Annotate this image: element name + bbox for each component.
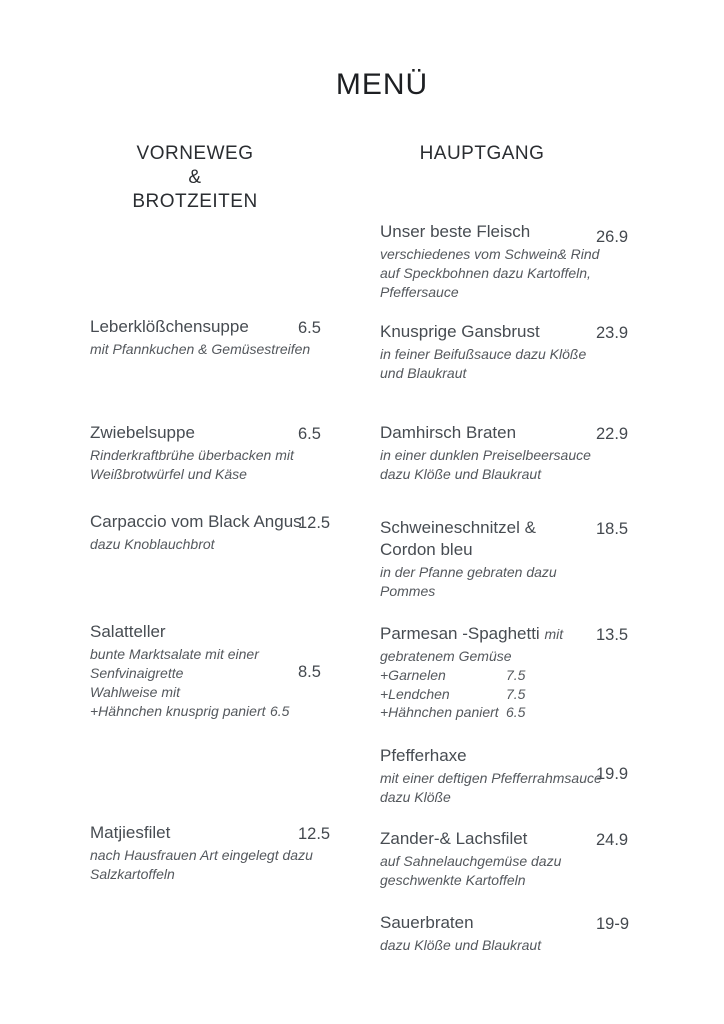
addon-row	[380, 666, 635, 685]
menu-title: MENÜ	[335, 68, 429, 101]
addon-row	[380, 703, 635, 722]
description-line: dazu Klöße	[380, 789, 451, 805]
description-line: geschwenkte Kartoffeln	[380, 872, 526, 888]
dish-description	[380, 563, 605, 601]
description-line: auf Speckbohnen dazu Kartoffeln,	[380, 265, 591, 281]
description-line: Salzkartoffeln	[90, 866, 175, 882]
menu-item-zwiebelsuppe	[90, 422, 340, 484]
dish-description	[380, 345, 605, 383]
addon-label: +Hähnchen paniert	[380, 704, 499, 720]
addon-label: +Hähnchen knusprig paniert	[90, 703, 266, 719]
description-line: mit Pfannkuchen & Gemüsestreifen	[90, 341, 311, 357]
dish-name: Zander-& Lachsfilet	[380, 829, 528, 848]
dish-name-text: Parmesan -Spaghetti	[380, 624, 540, 643]
dish-description	[90, 446, 315, 484]
dish-description	[380, 245, 605, 302]
dish-description	[380, 647, 605, 666]
dish-name: Unser beste Fleisch	[380, 222, 531, 241]
dish-price: 24.9	[596, 831, 629, 849]
dish-description	[90, 535, 315, 554]
dish-name: Zwiebelsuppe	[90, 423, 195, 442]
right-column-heading: HAUPTGANG	[419, 143, 545, 164]
addon-row	[380, 685, 635, 704]
dish-price: 26.9	[596, 228, 629, 246]
addon-price: 7.5	[506, 685, 526, 702]
dish-name	[380, 517, 595, 561]
dish-name-line-2: Cordon bleu	[380, 540, 473, 559]
dish-price: 22.9	[596, 425, 629, 443]
menu-item-unser-beste-fleisch	[380, 221, 635, 302]
dish-name-suffix: mit	[544, 626, 564, 642]
dish-description	[90, 645, 315, 702]
dish-price: 6.5	[298, 319, 321, 337]
dish-description	[380, 769, 605, 807]
dish-price: 12.5	[298, 825, 331, 843]
dish-price: 23.9	[596, 324, 629, 342]
addon-price: 7.5	[506, 667, 526, 683]
dish-price: 12.5	[298, 514, 331, 532]
description-line: in feiner Beifußsauce dazu Klöße	[380, 346, 587, 362]
menu-item-carpaccio	[90, 511, 340, 554]
dish-description	[380, 446, 605, 484]
dish-name: Damhirsch Braten	[380, 423, 517, 442]
menu-item-schweineschnitzel-cordon-bleu	[380, 517, 635, 601]
dish-name: Sauerbraten	[380, 913, 474, 932]
description-line: verschiedenes vom Schwein& Rind	[380, 246, 600, 262]
dish-name-line-1: Schweineschnitzel &	[380, 518, 536, 537]
menu-item-leberkloesschensuppe	[90, 316, 340, 359]
description-line: bunte Marktsalate mit einer	[90, 646, 259, 662]
addon-price: 6.5	[270, 703, 290, 719]
menu-item-parmesan-spaghetti	[380, 623, 635, 722]
description-line: dazu Knoblauchbrot	[90, 536, 215, 552]
description-line: Pommes	[380, 583, 436, 599]
dish-name: Pfefferhaxe	[380, 746, 467, 765]
dish-name: Salatteller	[90, 622, 166, 641]
description-line: in der Pfanne gebraten dazu	[380, 564, 557, 580]
menu-item-sauerbraten	[380, 912, 635, 955]
dish-name: Knusprige Gansbrust	[380, 322, 540, 341]
addon-label: +Garnelen	[380, 667, 446, 683]
dish-price: 18.5	[596, 520, 629, 538]
description-line: in einer dunklen Preiselbeersauce	[380, 447, 591, 463]
menu-item-damhirsch-braten	[380, 422, 635, 484]
dish-price: 8.5	[298, 663, 321, 681]
description-line: dazu Klöße und Blaukraut	[380, 937, 542, 953]
description-line: mit einer deftigen Pfefferrahmsauce	[380, 770, 602, 786]
description-line: Weißbrotwürfel und Käse	[90, 466, 247, 482]
description-line: und Blaukraut	[380, 365, 467, 381]
dish-description	[380, 936, 605, 955]
dish-price: 19.9	[596, 765, 629, 783]
dish-price: 19-9	[596, 915, 630, 933]
description-line: auf Sahnelauchgemüse dazu	[380, 853, 562, 869]
dish-price: 13.5	[596, 626, 629, 644]
addon-label: +Lendchen	[380, 685, 450, 702]
menu-item-gansbrust	[380, 321, 635, 383]
description-line: Rinderkraftbrühe überbacken mit	[90, 447, 294, 463]
left-heading-line-1: VORNEWEG	[136, 143, 254, 164]
menu-item-matjiesfilet	[90, 822, 340, 884]
dish-name: Carpaccio vom Black Angus	[90, 512, 302, 531]
left-heading-line-2: &	[188, 167, 202, 188]
dish-price: 6.5	[298, 425, 321, 443]
menu-item-salatteller	[90, 621, 340, 721]
description-line: nach Hausfrauen Art eingelegt dazu	[90, 847, 313, 863]
left-heading-line-3: BROTZEITEN	[132, 191, 258, 212]
dish-description	[380, 852, 605, 890]
dish-name: Leberklößchensuppe	[90, 317, 249, 336]
dish-name	[380, 623, 595, 645]
description-line: Wahlweise mit	[90, 684, 180, 700]
description-line: Pfeffersauce	[380, 284, 459, 300]
addon-price: 6.5	[506, 704, 526, 720]
addon-row	[90, 702, 340, 721]
dish-description	[90, 340, 315, 359]
menu-item-pfefferhaxe	[380, 745, 635, 807]
description-line: dazu Klöße und Blaukraut	[380, 466, 542, 482]
dish-name: Matjiesfilet	[90, 823, 171, 842]
description-line: gebratenem Gemüse	[380, 648, 512, 664]
menu-item-zander-lachsfilet	[380, 828, 635, 890]
description-line: Senfvinaigrette	[90, 665, 184, 681]
dish-description	[90, 846, 315, 884]
left-column-heading	[110, 142, 280, 214]
